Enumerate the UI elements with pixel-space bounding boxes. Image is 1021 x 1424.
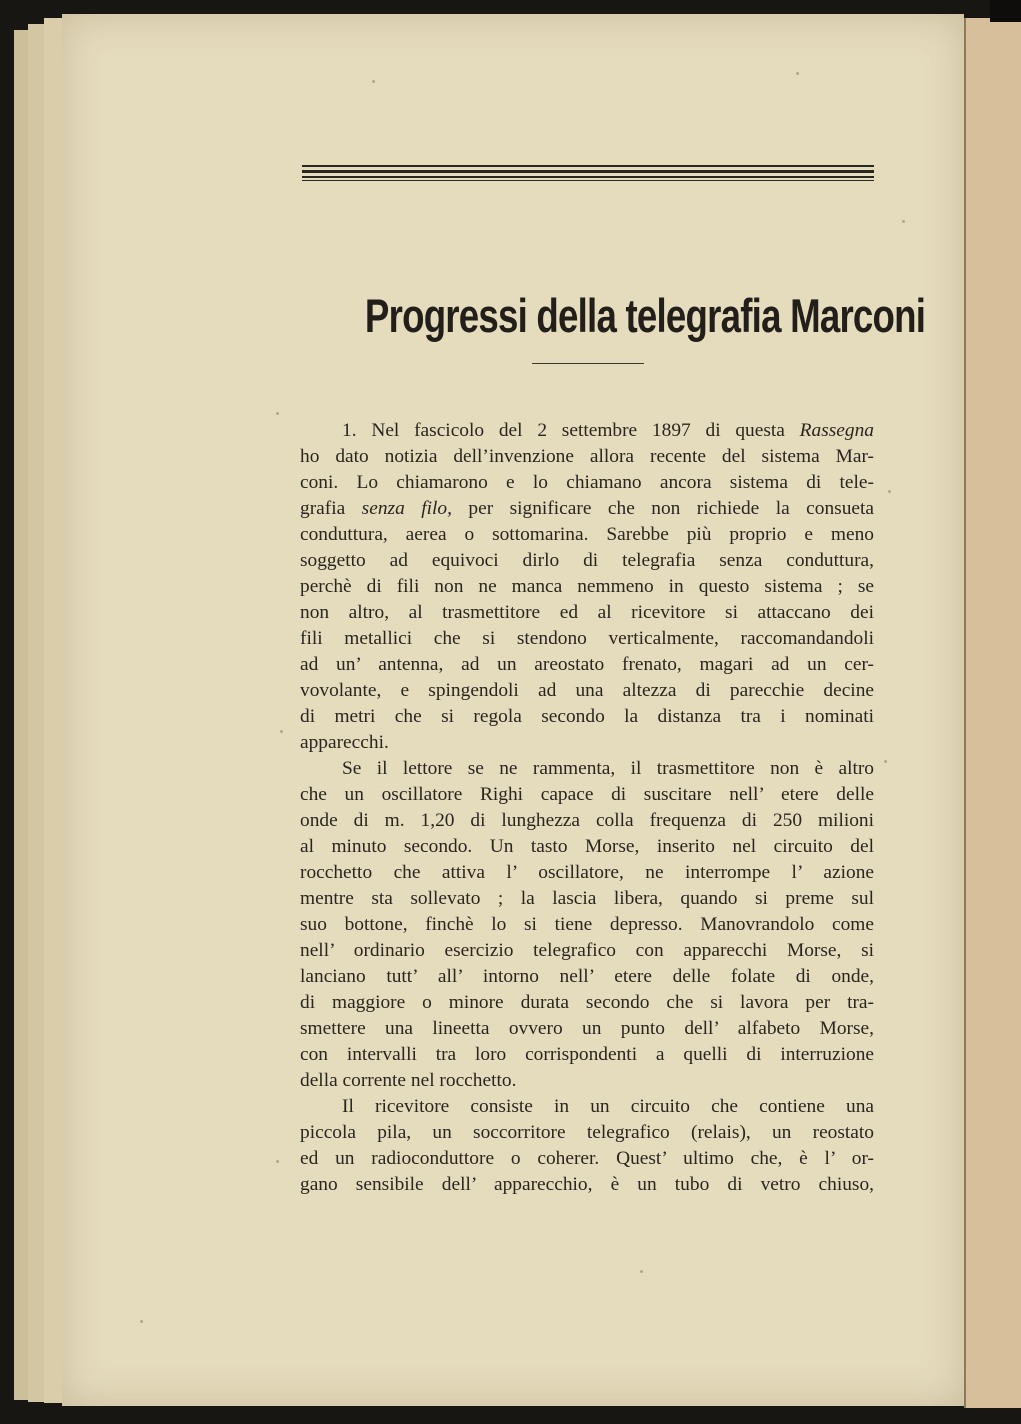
text-line	[300, 808, 874, 834]
text-run: soggetto ad equivoci dirlo di telegrafia senza conduttura,	[300, 550, 874, 571]
article-title: Progressi della telegrafia Marconi	[364, 289, 926, 342]
article-body	[300, 418, 874, 1198]
text-line	[300, 600, 874, 626]
text-line	[300, 496, 874, 522]
text-run: con intervalli tra loro corrispondenti a quelli di interruzione	[300, 1044, 874, 1065]
text-line	[300, 1068, 874, 1094]
text-line	[300, 678, 874, 704]
text-line	[300, 626, 874, 652]
text-run: di metri che si regola secondo la distanza tra i nominati	[300, 706, 874, 727]
text-run: mentre sta sollevato ; la lascia libera, quando si preme sul	[300, 888, 874, 909]
text-line	[300, 938, 874, 964]
text-line	[300, 834, 874, 860]
text-line	[300, 470, 874, 496]
text-run: fili metallici che si stendono verticalmente, raccomandandoli	[300, 628, 874, 649]
text-run: suo bottone, finchè lo si tiene depresso. Manovrandolo come	[300, 914, 874, 935]
text-run: gano sensibile dell’ apparecchio, è un tubo di vetro chiuso,	[300, 1174, 874, 1195]
text-line	[300, 782, 874, 808]
text-line	[300, 444, 874, 470]
text-run: apparecchi.	[300, 732, 389, 753]
text-line	[300, 912, 874, 938]
text-line	[300, 886, 874, 912]
scan-border	[990, 0, 1021, 22]
text-line	[300, 964, 874, 990]
text-line	[300, 704, 874, 730]
text-line	[300, 1094, 874, 1120]
text-line	[300, 548, 874, 574]
text-run: conduttura, aerea o sottomarina. Sarebbe più proprio e meno	[300, 524, 874, 545]
text-line	[300, 652, 874, 678]
text-run: Il ricevitore consiste in un circuito che contiene una	[342, 1096, 874, 1117]
text-run: perchè di fili non ne manca nemmeno in questo sistema ; se	[300, 576, 874, 597]
text-line	[300, 418, 874, 444]
text-run: Se il lettore se ne rammenta, il trasmettitore non è altro	[342, 758, 874, 779]
text-line	[300, 756, 874, 782]
text-run: ad un’ antenna, ad un areostato frenato, magari ad un cer-	[300, 654, 874, 675]
header-rule	[302, 165, 874, 183]
text-run: rocchetto che attiva l’ oscillatore, ne interrompe l’ azione	[300, 862, 874, 883]
text-run: di maggiore o minore durata secondo che si lavora per tra-	[300, 992, 874, 1013]
text-line	[300, 1146, 874, 1172]
text-line	[300, 1120, 874, 1146]
text-run: lanciano tutt’ all’ intorno nell’ etere delle folate di onde,	[300, 966, 874, 987]
text-run: onde di m. 1,20 di lunghezza colla frequenza di 250 milioni	[300, 810, 874, 831]
text-line	[300, 1172, 874, 1198]
text-line	[300, 574, 874, 600]
text-run: piccola pila, un soccorritore telegrafico (relais), un reostato	[300, 1122, 874, 1143]
text-line	[300, 990, 874, 1016]
title-underline	[532, 363, 644, 364]
text-run: che un oscillatore Righi capace di suscitare nell’ etere delle	[300, 784, 874, 805]
text-run: coni. Lo chiamarono e lo chiamano ancora sistema di tele-	[300, 472, 874, 493]
text-run: 1. Nel fascicolo del 2 settembre 1897 di questa	[342, 420, 800, 441]
facing-page-edge	[964, 18, 1021, 1408]
text-line	[300, 522, 874, 548]
text-line	[300, 730, 874, 756]
text-run: nell’ ordinario esercizio telegrafico con apparecchi Morse, si	[300, 940, 874, 961]
text-run: non altro, al trasmettitore ed al ricevitore si attaccano dei	[300, 602, 874, 623]
italic-text-run: Rassegna	[799, 420, 874, 441]
italic-text-run: senza filo,	[361, 498, 452, 519]
text-run: per significare che non richiede la consueta	[451, 498, 874, 519]
text-line	[300, 1016, 874, 1042]
text-run: vovolante, e spingendoli ad una altezza di parecchie decine	[300, 680, 874, 701]
text-line	[300, 1042, 874, 1068]
text-run: grafia	[300, 498, 362, 519]
text-line	[300, 860, 874, 886]
text-run: al minuto secondo. Un tasto Morse, inserito nel circuito del	[300, 836, 874, 857]
text-run: ed un radioconduttore o coherer. Quest’ ultimo che, è l’ or-	[300, 1148, 874, 1169]
text-run: smettere una lineetta ovvero un punto dell’ alfabeto Morse,	[300, 1018, 874, 1039]
text-run: della corrente nel rocchetto.	[300, 1070, 517, 1091]
text-run: ho dato notizia dell’invenzione allora recente del sistema Mar-	[300, 446, 874, 467]
